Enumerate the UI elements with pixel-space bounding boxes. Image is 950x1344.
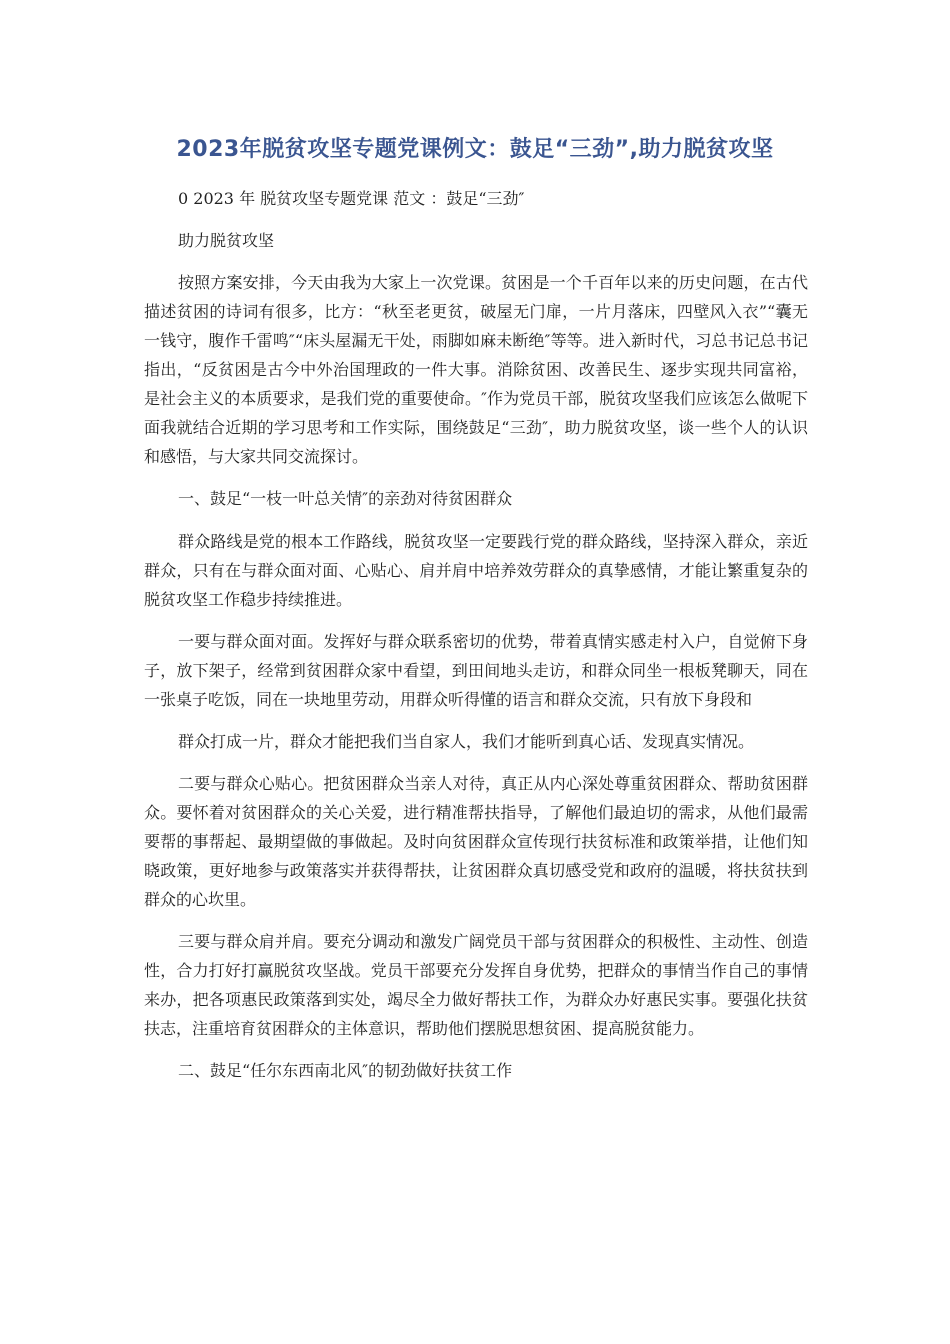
paragraph: 群众路线是党的根本工作路线，脱贫攻坚一定要践行党的群众路线，坚持深入群众，亲近群众，只有在与群众面对面、心贴心、肩并肩中培养效劳群众的真挚感情，才能让繁重复杂的脱贫攻坚工作稳步持续推进。 — [144, 532, 808, 609]
paragraph: 三要与群众肩并肩。要充分调动和激发广阔党员干部与贫困群众的积极性、主动性、创造性，合力打好打赢脱贫攻坚战。党员干部要充分发挥自身优势，把群众的事情当作自己的事情来办，把各项惠民政策落到实处，竭尽全力做好帮扶工作，为群众办好惠民实事。要强化扶贫扶志，注重培育贫困群众的主体意识，帮助他们摆脱思想贫困、提高脱贫能力。 — [144, 932, 808, 1038]
document-title: 2023年脱贫攻坚专题党课例文：鼓足“三劲”,助力脱贫攻坚 — [176, 137, 774, 162]
paragraph-subtitle-cont: 助力脱贫攻坚 — [178, 231, 275, 250]
paragraph-intro: 按照方案安排，今天由我为大家上一次党课。贫困是一个千百年以来的历史问题，在古代描述贫困的诗词有很多，比方：“秋至老更贫，破屋无门扉，一片月落床，四壁风入衣”“囊无一钱守，腹作千雷鸣″“床头屋漏无干处，雨脚如麻未断绝″等等。进入新时代，习总书记总书记指出，“反贫困是古今中外治国理政的一件大事。消除贫困、改善民生、逐步实现共同富裕，是社会主义的本质要求，是我们党的重要使命。″作为党员干部，脱贫攻坚我们应该怎么做呢下面我就结合近期的学习思考和工作实际，围绕鼓足“三劲″，助力脱贫攻坚，谈一些个人的认识和感悟，与大家共同交流探讨。 — [144, 273, 808, 466]
paragraph: 群众打成一片，群众才能把我们当自家人，我们才能听到真心话、发现真实情况。 — [178, 732, 755, 751]
section-heading-2: 二、鼓足“任尔东西南北风″的韧劲做好扶贫工作 — [178, 1061, 513, 1080]
section-heading-1: 一、鼓足“一枝一叶总关情″的亲劲对待贫困群众 — [178, 489, 513, 508]
paragraph-subtitle: 0 2023 年 脱贫攻坚专题党课 范文 ：鼓足“三劲″ — [178, 189, 525, 208]
paragraph: 二要与群众心贴心。把贫困群众当亲人对待，真正从内心深处尊重贫困群众、帮助贫困群众。要怀着对贫困群众的关心关爱，进行精准帮扶指导，了解他们最迫切的需求，从他们最需要帮的事帮起、最期望做的事做起。及时向贫困群众宣传现行扶贫标准和政策举措，让他们知晓政策，更好地参与政策落实并获得帮扶，让贫困群众真切感受党和政府的温暖，将扶贫扶到群众的心坎里。 — [144, 774, 808, 909]
document-body — [144, 184, 808, 1099]
paragraph: 一要与群众面对面。发挥好与群众联系密切的优势，带着真情实感走村入户，自觉俯下身子，放下架子，经常到贫困群众家中看望，到田间地头走访，和群众同坐一根板凳聊天，同在一张桌子吃饭，同在一块地里劳动，用群众听得懂的语言和群众交流，只有放下身段和 — [144, 632, 808, 709]
